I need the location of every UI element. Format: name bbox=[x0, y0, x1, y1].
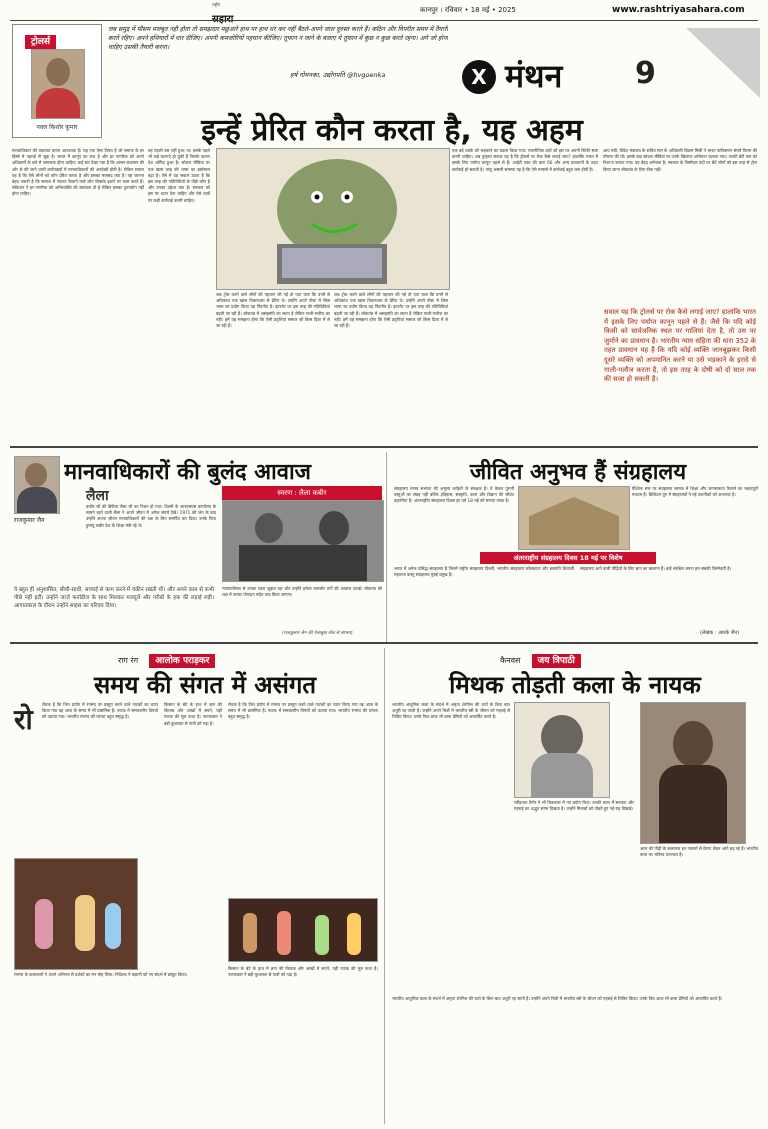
website[interactable]: www.rashtriyasahara.com bbox=[612, 5, 745, 15]
theatre-tag: राग रंग bbox=[118, 656, 139, 665]
art-headline: मिथक तोड़ती कला के नायक bbox=[449, 671, 701, 699]
corner-decoration bbox=[686, 28, 760, 98]
section-title: मंथन bbox=[505, 57, 563, 95]
theatre-author: आलोक पराड़कर bbox=[149, 654, 215, 668]
theatre-photo-2 bbox=[228, 898, 378, 962]
laila-text-2: ये बहुत ही अनुशासित, सीधी-साधी, सच्चाई से काम करने में यकीन रखती थीं। और अपने काम से कभी पीछे नहीं हटीं। उन्होंने जार्ज फर्नांडीज के साथ मिलकर मजदूरों और गरीबों के हक की लड़ाई लड़ी। आपातकाल के दौरान उन्होंने साहस का परिचय दिया। bbox=[14, 587, 214, 609]
art-tag: कैनवस bbox=[500, 656, 521, 665]
troll-cartoon bbox=[216, 148, 450, 290]
masthead-brand bbox=[212, 3, 272, 17]
laila-author-photo bbox=[14, 456, 60, 514]
dateline: कानपुर । रविवार • 18 मई • 2025 bbox=[420, 6, 516, 14]
museum-band: अंतरराष्ट्रीय संग्रहालय दिवस 18 मई पर विशेष bbox=[480, 552, 656, 564]
museum-text-1: संग्रहालय मानव सभ्यता की अमूल्य धरोहरों के संरक्षक हैं। वे केवल पुरानी वस्तुओं का संग्रह नहीं बल्कि इतिहास, संस्कृति, कला और विज्ञान की जीवंत कहानियां हैं। अंतरराष्ट्रीय संग्रहालय दिवस हर वर्ष 18 मई को मनाया जाता है। bbox=[394, 486, 514, 504]
lead-headline: इन्हें प्रेरित कौन करता है, यह अहम bbox=[201, 113, 583, 148]
art-text-1: भारतीय आधुनिक कला के संदर्भ में अमृता शेरगिल की चर्चा के बिना बात अधूरी रह जाती है। उन्होंने अपने चित्रों में भारतीय स्त्री के जीवन को गहराई से चित्रित किया। उनके चित्र आज भी कला प्रेमियों को आकर्षित करते हैं। bbox=[392, 702, 510, 720]
theatre-headline: समय की संगत में असंगत bbox=[93, 671, 317, 699]
laila-memory-label: स्मरण : लैला कबीर bbox=[222, 486, 382, 500]
museum-text-2: वैश्विक स्तर पर संग्रहालय समाज में शिक्षा और जागरूकता फैलाने का महत्वपूर्ण माध्यम हैं। डिजिटल युग में संग्रहालयों ने नई तकनीकों को अपनाया है। bbox=[632, 486, 758, 498]
troll-illustration-icon bbox=[217, 149, 449, 289]
laila-caption: (राजकुमार जैन की फेसबुक वॉल से साभार) bbox=[282, 631, 353, 636]
museum-byline: (लेखक : आरके जैन) bbox=[700, 630, 740, 636]
lead-col-2: यह पहली बार नहीं हुआ था। इसके पहले भी कई घटनाएं हो चुकी हैं जिनके कारण देश शर्मिंदा हुआ है। सोशल मीडिया पर एक खास तरह की भाषा का इस्तेमाल बढ़ा है। ऐसे में यह सवाल उठता है कि इस तरह की गतिविधियों के पीछे कौन है और उनका उद्देश्य क्या है। सरकार को इस पर ध्यान देना चाहिए और ऐसे तत्वों पर कड़ी कार्रवाई करनी चाहिए। bbox=[148, 148, 210, 203]
lead-col-3b: जब ट्रोल करने वाले लोगों की पहचान की गई तो पता चला कि उनमें से अधिकांश एक खास विचारधारा से प्रेरित थे। उन्होंने अपने पोस्ट में जिस भाषा का प्रयोग किया वह निंदनीय है। इंटरनेट पर इस तरह की गतिविधियां बढ़ती जा रही हैं। लोकतंत्र में असहमति का स्थान है लेकिन गाली-गलौज का नहीं। हमें यह समझना होगा कि ऐसी प्रवृत्तियां समाज को किस दिशा में ले जा रही हैं। bbox=[334, 292, 448, 329]
troll-tag: ट्रोलर्स bbox=[25, 29, 56, 48]
theatre-text-5: किसान के बेटे के हाथ में ज्ञान की किताब और आंखों में सपने, यही नाटक की मूल कथा है। नाटककार ने बड़ी कुशलता से पात्रों को गढ़ा है। bbox=[228, 966, 378, 978]
theatre-text-1: रोचक है कि जिन प्रयोग में रंगमंच पर प्रस्तुत करने वाले नाटकों का चयन किया गया वह आज के समय में भी प्रासंगिक हैं। नाटक में समकालीन विषयों को उठाया गया। भारतीय रंगमंच की परंपरा बहुत समृद्ध है। bbox=[42, 702, 158, 720]
vertical-divider-2 bbox=[384, 648, 385, 1124]
laila-text-3: न्यायपालिका से उनका गहरा जुड़ाव रहा और उन्होंने हमेशा कमजोर वर्गों की आवाज उठाई। लोकतंत्र की रक्षा में उनका योगदान सदैव याद किया जाएगा। bbox=[222, 586, 382, 598]
laila-photo bbox=[222, 500, 384, 582]
art-author: जय त्रिपाठी bbox=[532, 654, 581, 668]
lead-col-1: मानवाधिकार की वकालत करना आवश्यक है। यह एक ऐसा विषय है जो समाज के हर हिस्से में गहराई से जुड़ा है। भारत में कानून का राज है और हर नागरिक को अपने अधिकारों के बारे में जागरूक होना चाहिए। कई बार देखा गया है कि शासन-प्रशासन की ओर से की जाने वाली कार्रवाइयों में मानवाधिकारों की अनदेखी होती है। लेकिन सवाल यह है कि ऐसे लोगों को कौन प्रेरित करता है और इसका मकसद क्या है। यह जानना बेहद जरूरी है कि समाज में नफरत फैलाने वाले लोग किसके इशारे पर काम करते हैं। संविधान ने हर नागरिक को अभिव्यक्ति की स्वतंत्रता दी है लेकिन इसका दुरुपयोग नहीं होना चाहिए। bbox=[12, 148, 144, 197]
laila-text-1: कबीर जी की बिटिया लैला जी का निधन हो गया। दिल्ली के आरएसएस कार्यालय के सामने रहने वाली लैला ने अपने जीवन में अनेक संघर्ष देखे। 1971 की जंग के बाद उन्होंने अपना जीवन मानवाधिकारों की रक्षा के लिए समर्पित कर दिया। उनके पिता हुमायूं कबीर देश के शिक्षा मंत्री रहे थे। bbox=[86, 504, 216, 528]
lead-col-5: आप मंत्री, विदेश मंत्रालय के सचिव स्तर के अधिकारी विक्रम मिस्री ने भारत पाकिस्तान संघर्ष विराम की घोषणा की थी। इसके बाद सोशल मीडिया पर उनके खिलाफ अभियान चलाया गया। उनकी बेटी तक को निशाना बनाया गया। यह बेहद शर्मनाक है। सरकार के जिम्मेदार पदों पर बैठे लोगों को इस तरह से ट्रोल किया जाना लोकतंत्र के लिए ठीक नहीं। bbox=[603, 148, 757, 172]
theatre-photo-1 bbox=[14, 858, 138, 970]
mid-rule bbox=[10, 642, 758, 644]
art-tag-row bbox=[500, 648, 581, 667]
theatre-text-4: रोचक है कि जिन प्रयोग में रंगमंच पर प्रस्तुत करने वाले नाटकों का चयन किया गया वह आज के समय में भी प्रासंगिक हैं। नाटक में समकालीन विषयों को उठाया गया। भारतीय रंगमंच की परंपरा बहुत समृद्ध है। bbox=[228, 702, 378, 720]
museum-text-4: संग्रहालय आने वाली पीढ़ियों के लिए ज्ञान का खजाना हैं। इन्हें संरक्षित करना हम सबकी जिम्मेदारी है। bbox=[580, 566, 732, 571]
laila-name: लैला bbox=[86, 488, 109, 504]
laila-byline: राजकुमार जैन bbox=[14, 517, 45, 524]
pull-quote: सवाल यह कि ट्रोलर्स पर रोक कैसे लगाई जाए? हालांकि भारत में इसके लिए पर्याप्त कानून पहले से हैं। जैसे कि यदि कोई किसी को सार्वजनिक स्थल पर गालियां देता है, तो उस पर जुर्माने का प्रावधान है। भारतीय न्याय संहिता की धारा 352 के तहत प्रावधान यह है कि यदि कोई व्यक्ति जानबूझकर किसी दूसरे व्यक्ति को अपमानित करने या उसे भड़काने के इरादे से गाली-गलौज करता है, तो इस तरह के दोषी को दो साल तक की सजा हो सकती है। bbox=[604, 308, 756, 384]
theatre-text-2: किसान के बेटे के हाथ में ज्ञान की किताब और आंखों में सपने, यही नाटक की मूल कथा है। नाटककार ने बड़ी कुशलता से पात्रों को गढ़ा है। bbox=[164, 702, 222, 726]
art-portrait-1 bbox=[514, 702, 610, 798]
lead-rule bbox=[10, 446, 758, 448]
art-text-3: आज की पीढ़ी के कलाकार इन नायकों से प्रेरणा लेकर आगे बढ़ रहे हैं। भारतीय कला का भविष्य उज्ज्वल है। bbox=[640, 846, 758, 858]
museum-headline: जीवित अनुभव हैं संग्रहालय bbox=[469, 460, 687, 485]
theatre-drop-cap: रो bbox=[14, 703, 33, 736]
museum-photo bbox=[518, 486, 630, 550]
theatre-tag-row bbox=[118, 648, 215, 667]
brand-small: राष्ट्रीय bbox=[212, 2, 221, 7]
page-number: 9 bbox=[635, 56, 656, 91]
art-text-4: भारतीय आधुनिक कला के संदर्भ में अमृता शेरगिल की चर्चा के बिना बात अधूरी रह जाती है। उन्होंने अपने चित्रों में भारतीय स्त्री के जीवन को गहराई से चित्रित किया। उनके चित्र आज भी कला प्रेमियों को आकर्षित करते हैं। bbox=[392, 996, 723, 1001]
troll-portrait-box bbox=[12, 24, 102, 138]
lead-col-3: जब ट्रोल करने वाले लोगों की पहचान की गई तो पता चला कि उनमें से अधिकांश एक खास विचारधारा से प्रेरित थे। उन्होंने अपने पोस्ट में जिस भाषा का प्रयोग किया वह निंदनीय है। इंटरनेट पर इस तरह की गतिविधियां बढ़ती जा रही हैं। लोकतंत्र में असहमति का स्थान है लेकिन गाली-गलौज का नहीं। हमें यह समझना होगा कि ऐसी प्रवृत्तियां समाज को किस दिशा में ले जा रही हैं। bbox=[216, 292, 330, 329]
lead-col-4: एक बड़े तबके को भड़काने का प्रयास किया गया। राजनीतिक दलों को इस पर अपनी स्थिति स्पष्ट करनी चाहिए। अब तुम्हारा सवाल यह है कि ट्रोलर्स पर रोक कैसे लगाई जाए? हालांकि भारत में इसके लिए पर्याप्त कानून पहले से हैं। आईटी एक्ट की धारा 66 और अन्य प्रावधानों के तहत कार्रवाई हो सकती है। परंतु असली समस्या यह है कि ऐसे मामलों में कार्रवाई बहुत कम होती है। bbox=[452, 148, 598, 172]
author-photo bbox=[31, 49, 85, 119]
author-name: नवल किशोर कुमार bbox=[36, 124, 78, 131]
theatre-text-3: रंगमंच के कलाकारों ने अपने अभिनय से दर्शकों का मन मोह लिया। निर्देशक ने कहानी को नए संदर्भ में प्रस्तुत किया। bbox=[14, 972, 188, 977]
museum-text-3: भारत में अनेक प्रसिद्ध संग्रहालय हैं जिनमें राष्ट्रीय संग्रहालय दिल्ली, भारतीय संग्रहालय कोलकाता और छत्रपति शिवाजी महाराज वास्तु संग्रहालय मुंबई प्रमुख हैं। bbox=[394, 566, 574, 578]
laila-headline: मानवाधिकारों की बुलंद आवाज bbox=[64, 460, 311, 485]
x-icon: X bbox=[462, 60, 496, 94]
troll-handle: हर्ष गोयनका, उद्योगपति @hvgoenka bbox=[290, 71, 386, 79]
vertical-divider bbox=[386, 452, 387, 642]
masthead-rule bbox=[10, 20, 758, 21]
art-text-2: रवींद्रनाथ टैगोर ने भी चित्रकला में नए प्रयोग किए। उनकी कला में सरलता और गहराई का अद्भुत संगम दिखता है। उन्होंने मिथकों को तोड़ते हुए नई राह दिखाई। bbox=[514, 800, 634, 812]
art-portrait-2 bbox=[640, 702, 746, 844]
troll-quote: जब समुद्र में मौसम मजबूत नहीं होता तो समझदार मछुआरे हाथ पर हाथ धर कर नहीं बैठते-अपने जाल दुरुस्त करते हैं। कठिन और विपरीत समय में तैयारी करते रहिए। अपने हथियारों में धार दीजिए। अपनी कमजोरियों पहचान कीजिए। तूफान न जाने के बजाए ये तूफान में कुछ न कुछ करते रहना। अगे जो होना चाहिए उसकी तैयारी करना। bbox=[108, 26, 448, 51]
